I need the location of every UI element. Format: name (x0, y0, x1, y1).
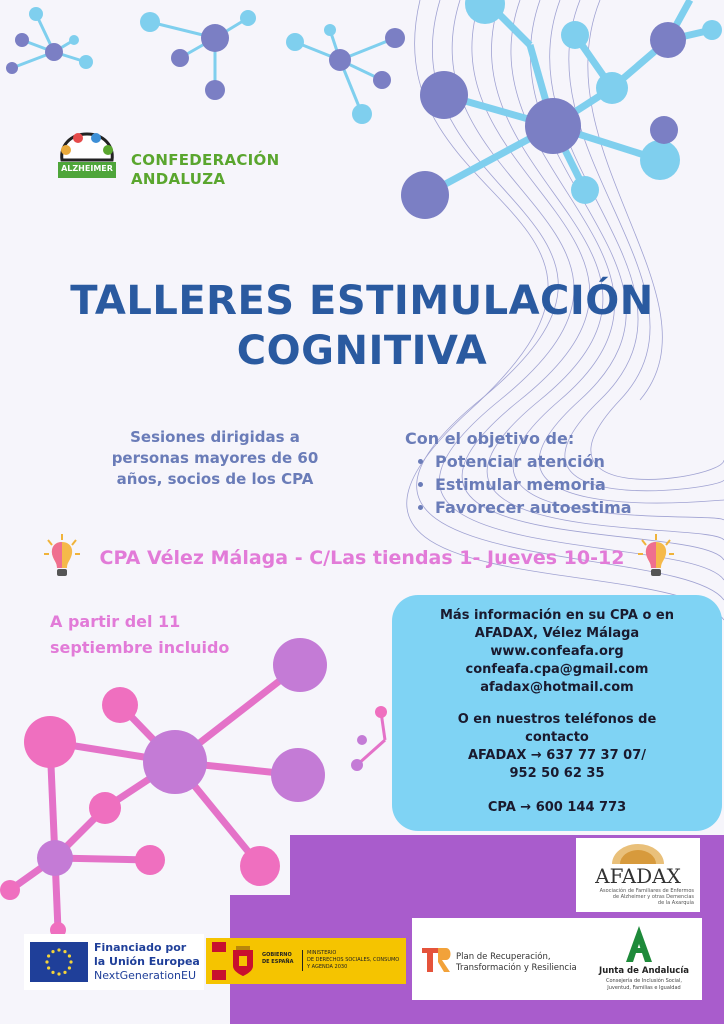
gov-label2: DE ESPAÑA (262, 959, 294, 965)
info-afadax-phone2: 952 50 62 35 (509, 766, 605, 781)
gov-label (262, 952, 293, 966)
puzzle-head-icon (52, 128, 122, 190)
info-afadax-phone1: AFADAX → 637 77 37 07/ (467, 748, 647, 763)
org-name (131, 151, 279, 189)
lightbulb-icon (42, 532, 82, 582)
objective-item: • Estimular memoria (435, 473, 705, 496)
afadax-sub2: de Alzheimer y otras Demencias (612, 894, 694, 900)
org-name-line2: ANDALUZA (131, 170, 226, 188)
eu-line3: NextGenerationEU (94, 969, 196, 982)
objective-item: • Potenciar atención (435, 450, 705, 473)
eu-flag-icon (30, 942, 88, 982)
plan-line2: Transformación y Resiliencia (456, 963, 577, 973)
sun-arc-icon (608, 842, 668, 864)
plan-junta-card (412, 918, 702, 1000)
eu-funding-logo (24, 934, 204, 990)
afadax-sub3: de la Axarquía (657, 900, 694, 906)
eu-line2: la Unión Europea (94, 955, 200, 968)
info-email-confeafa[interactable]: confeafa.cpa@gmail.com (465, 662, 649, 677)
afadax-logo (576, 838, 700, 912)
gov-label1: GOBIERNO (262, 952, 292, 958)
spacer (392, 783, 722, 799)
description-line1: Sesiones dirigidas a (130, 428, 300, 446)
ministry-label (302, 950, 399, 971)
page-title (20, 276, 704, 376)
molecule-top-right-nodes (401, 0, 722, 219)
afadax-sub1: Asociación de Familiares de Enfermos (599, 888, 694, 894)
org-name-line1: CONFEDERACIÓN (131, 151, 280, 169)
title-line1: TALLERES ESTIMULACIÓN (70, 278, 654, 324)
junta-andalucia-icon (622, 924, 656, 964)
info-cpa-phone: CPA → 600 144 773 (487, 800, 627, 815)
plan-text (456, 952, 577, 974)
eu-line1: Financiado por (94, 941, 187, 954)
description (95, 427, 335, 490)
description-line2: personas mayores de 60 (111, 449, 319, 467)
title-line2: COGNITIVA (236, 328, 488, 374)
logo-label: ALZHEIMER (61, 164, 113, 173)
lightbulb-icon (636, 532, 676, 582)
spacer (392, 697, 722, 711)
info-line2: AFADAX, Vélez Málaga (474, 626, 640, 641)
afadax-subtitle (600, 888, 694, 906)
start-date-line2: septiembre incluido (50, 638, 230, 657)
info-website[interactable]: www.confeafa.org (490, 644, 624, 659)
info-email-afadax[interactable]: afadax@hotmail.com (480, 680, 634, 695)
location-text: CPA Vélez Málaga - C/Las tiendas 1- Jueves 10-12 (99, 547, 625, 569)
info-phones-line2: contacto (525, 730, 589, 745)
info-phones-line1: O en nuestros teléfonos de (457, 712, 657, 727)
ministry-line2: DE DERECHOS SOCIALES, CONSUMO (307, 957, 400, 963)
coat-of-arms-icon (230, 944, 256, 978)
start-date (50, 609, 229, 661)
afadax-name: AFADAX (595, 864, 681, 888)
org-logo (52, 128, 122, 190)
spain-flag-icon (212, 942, 226, 980)
objectives-heading: Con el objetivo de: (405, 429, 575, 448)
plan-line1: Plan de Recuperación, (456, 952, 551, 962)
ministry-line1: MINISTERIO (307, 950, 337, 956)
description-line3: años, socios de los CPA (116, 470, 314, 488)
junta-sub1: Consejería de Inclusión Social, (606, 978, 682, 984)
molecule-small-right-nodes (351, 706, 387, 771)
molecule-top-center-nodes (140, 10, 405, 124)
junta-name: Junta de Andalucía (599, 966, 689, 976)
eu-text (94, 941, 200, 983)
info-line1: Más información en su CPA o en (440, 608, 674, 623)
ministry-line3: Y AGENDA 2030 (307, 964, 348, 970)
objectives-list (405, 450, 705, 519)
tr-logo-icon (422, 946, 454, 974)
objectives (405, 427, 705, 519)
info-box (392, 595, 722, 831)
government-logo (206, 938, 406, 984)
junta-sub2: Juventud, Familias e Igualdad (607, 985, 681, 991)
objective-item: • Favorecer autoestima (435, 496, 705, 519)
junta-sub (592, 978, 696, 992)
start-date-line1: A partir del 11 (50, 612, 181, 631)
